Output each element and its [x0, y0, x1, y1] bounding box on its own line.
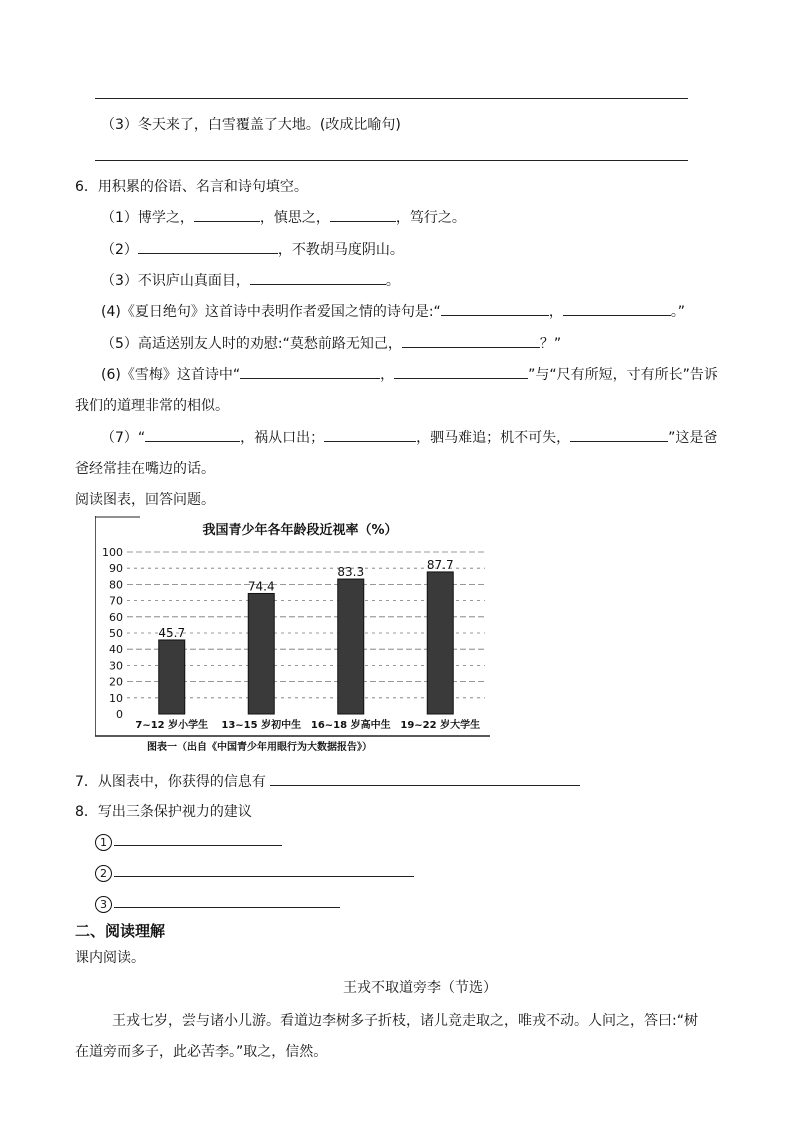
q6-item3	[101, 270, 400, 290]
text: ”与“尺有所短，寸有所长”告诉	[528, 367, 718, 383]
y-tick-label: 80	[109, 578, 123, 592]
x-tick-label: 13~15 岁初中生	[221, 720, 302, 731]
q7	[75, 771, 580, 791]
text: ，慎思之，	[259, 210, 330, 226]
text: 。	[385, 273, 400, 289]
fill-blank[interactable]	[145, 427, 240, 442]
text: ”这是爸	[668, 430, 718, 446]
fill-blank[interactable]	[114, 862, 414, 877]
q8-answer-3	[95, 893, 340, 913]
bar-value-label: 45.7	[158, 625, 186, 640]
in-class-reading: 课内阅读。	[75, 950, 145, 966]
bar-value-label: 83.3	[337, 565, 365, 580]
fill-blank[interactable]	[563, 301, 671, 316]
fill-blank[interactable]	[270, 771, 580, 786]
passage-title: 王戎不取道旁李（节选）	[343, 980, 497, 996]
section-heading: 二、阅读理解	[75, 922, 166, 940]
chart-title: 我国青少年各年龄段近视率（%）	[202, 523, 398, 538]
fill-blank[interactable]	[570, 427, 668, 442]
text: ，祸从口出；	[240, 430, 325, 446]
q6-item6	[101, 364, 718, 384]
text: ，笃行之。	[395, 210, 466, 226]
fill-blank[interactable]	[138, 239, 278, 254]
y-tick-label: 0	[116, 708, 123, 721]
q8-title: 8．写出三条保护视力的建议	[75, 804, 252, 820]
text: （3）不识庐山真面目，	[101, 273, 250, 289]
text: （7）“	[101, 430, 146, 446]
x-tick-label: 19~22 岁大学生	[400, 720, 481, 731]
number-mark: 2	[95, 865, 112, 882]
q6-item5	[101, 333, 561, 353]
q6-title: 6．用积累的俗语、名言和诗句填空。	[75, 179, 308, 195]
fill-blank[interactable]	[250, 270, 386, 285]
y-tick-label: 30	[109, 659, 123, 673]
fill-blank[interactable]	[441, 301, 549, 316]
fill-blank[interactable]	[194, 207, 260, 222]
text: ，	[380, 367, 395, 383]
y-tick-label: 90	[109, 562, 123, 576]
text: ，	[548, 304, 563, 320]
y-tick-label: 40	[109, 643, 123, 657]
fill-blank[interactable]	[402, 333, 540, 348]
q8-answer-2	[95, 862, 414, 882]
number-mark: 3	[95, 896, 112, 913]
bar	[338, 579, 364, 714]
q6-item1	[101, 207, 466, 227]
read-chart-instruction: 阅读图表，回答问题。	[75, 492, 215, 508]
answer-line	[95, 160, 688, 161]
y-tick-label: 20	[109, 675, 123, 689]
q7-text: 7．从图表中，你获得的信息有	[75, 774, 266, 790]
y-tick-label: 60	[109, 610, 123, 624]
text: ，驷马难追；机不可失，	[416, 430, 571, 446]
q6-item7-cont: 爸经常挂在嘴边的话。	[75, 461, 215, 477]
number-mark: 1	[95, 834, 112, 851]
chart-svg	[95, 516, 490, 756]
q6-item6-cont: 我们的道理非常的相似。	[75, 398, 229, 414]
fill-blank[interactable]	[394, 364, 528, 379]
bar-value-label: 87.7	[426, 557, 454, 572]
text: 。”	[670, 304, 686, 320]
fill-blank[interactable]	[324, 427, 416, 442]
y-tick-label: 100	[102, 546, 123, 559]
passage-line: 王戎七岁，尝与诸小儿游。看道边李树多子折枝，诸儿竞走取之，唯戎不动。人问之，答曰:“树	[112, 1013, 698, 1029]
bar-value-label: 74.4	[247, 579, 275, 594]
bar	[427, 572, 453, 714]
myopia-chart	[95, 516, 490, 756]
fill-blank[interactable]	[240, 364, 380, 379]
y-tick-label: 10	[109, 691, 123, 705]
text: ，不教胡马度阴山。	[277, 242, 404, 258]
text: （5）高适送别友人时的劝慰:“莫愁前路无知己，	[101, 336, 402, 352]
text: （2）	[101, 242, 138, 258]
q5-item3: （3）冬天来了，白雪覆盖了大地。(改成比喻句)	[101, 117, 401, 133]
q6-item7	[101, 427, 717, 447]
answer-line	[95, 98, 688, 99]
fill-blank[interactable]	[114, 893, 340, 908]
q6-item4	[101, 301, 685, 321]
y-tick-label: 50	[109, 627, 123, 640]
passage-line: 在道旁而多子，此必苦李。”取之，信然。	[75, 1044, 328, 1060]
text: (4)《夏日绝句》这首诗中表明作者爱国之情的诗句是:“	[101, 304, 441, 320]
fill-blank[interactable]	[330, 207, 396, 222]
x-tick-label: 7~12 岁小学生	[135, 720, 209, 731]
chart-caption: 图表一（出自《中国青少年用眼行为大数据报告》）	[147, 742, 372, 753]
text: （1）博学之，	[101, 210, 194, 226]
q8-answer-1	[95, 831, 282, 851]
y-tick-label: 70	[109, 594, 123, 608]
fill-blank[interactable]	[114, 831, 282, 846]
q6-item2	[101, 239, 404, 259]
text: (6)《雪梅》这首诗中“	[101, 367, 241, 383]
text: ？”	[539, 336, 562, 352]
x-tick-label: 16~18 岁高中生	[310, 720, 391, 731]
bar	[159, 640, 185, 714]
bar	[248, 593, 274, 714]
